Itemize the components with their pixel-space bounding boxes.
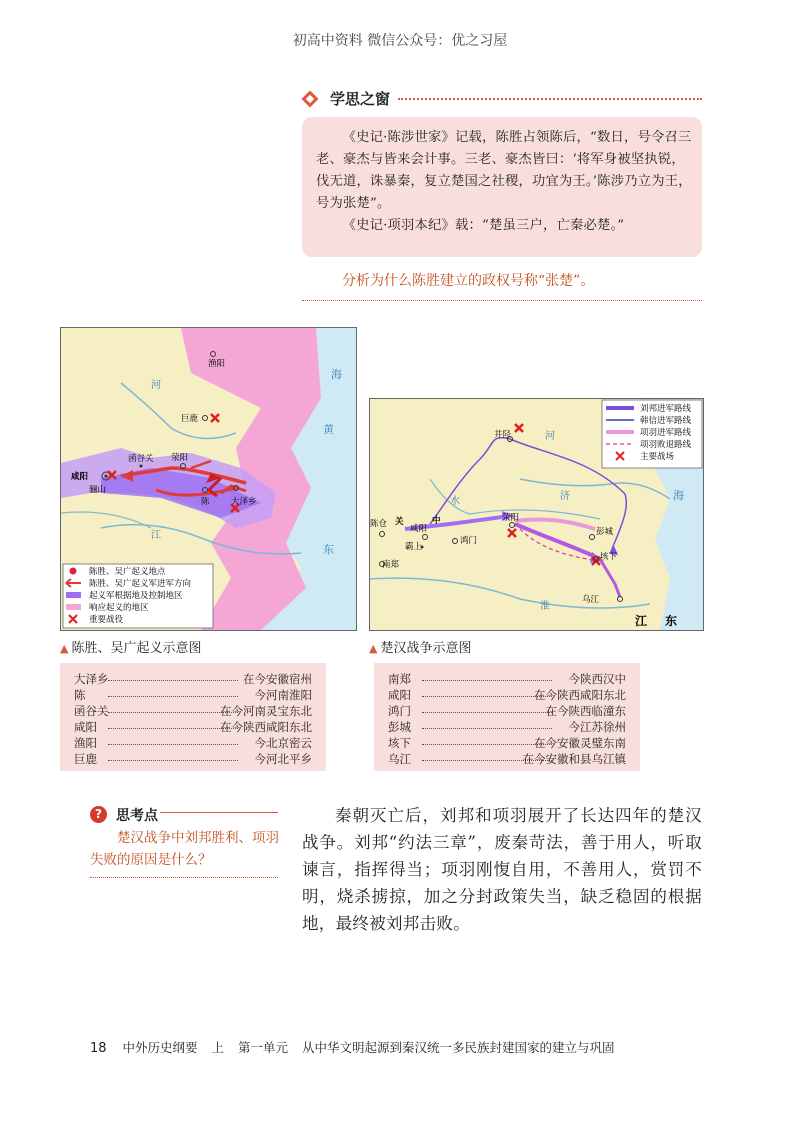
map2-label-he: 河: [545, 431, 555, 442]
map1-legend-2: 起义军根据地及控制地区: [89, 591, 183, 601]
map1-label-julu: 巨鹿: [181, 414, 199, 424]
map2-label-shui: 水: [450, 496, 460, 507]
sidebar-title: 学思之窗: [330, 90, 391, 108]
place-row: 乌江 在今安徽和县乌江镇: [388, 752, 626, 766]
map1-label-dong: 东: [323, 543, 334, 556]
map1-label-he: 河: [151, 380, 161, 391]
place-row: 巨鹿 今河北平乡: [74, 752, 312, 766]
map2-label-wujiang: 乌江: [582, 595, 600, 605]
map1-legend-1: 陈胜、吴广起义军进军方向: [89, 579, 192, 589]
chensheng-uprising-map: [60, 327, 357, 631]
map2-label-huai: 淮: [540, 601, 550, 612]
place-row: 彭城 今江苏徐州: [388, 720, 626, 734]
triangle-icon: ▲: [369, 642, 378, 655]
map1-label-chen: 陈: [201, 497, 210, 507]
map1-label-yuyang: 渔阳: [208, 359, 226, 369]
place-row: 鸿门 在今陕西临潼东: [388, 704, 626, 718]
sidebar-header: [300, 88, 702, 110]
chu-han-war-map: [369, 398, 704, 631]
page-footer: [90, 1038, 625, 1056]
sidebar-divider: [302, 300, 702, 301]
map2-caption: [369, 637, 471, 656]
map2-legend-3: 项羽败退路线: [640, 440, 692, 450]
triangle-icon: ▲: [60, 642, 69, 655]
map1-caption-text: 陈胜、吴广起义示意图: [71, 641, 202, 656]
think-point-question: 楚汉战争中刘邦胜利、项羽失败的原因是什么？: [90, 830, 279, 868]
map2-legend-1: 韩信进军路线: [640, 416, 692, 426]
book-title: 中外历史纲要: [122, 1040, 198, 1055]
place-row: 陈 今河南淮阳: [74, 688, 312, 702]
map1-label-hai: 海: [331, 368, 342, 381]
map1-place-list: [60, 663, 326, 771]
map2-label-chencang: 陈仓: [370, 519, 388, 529]
sidebar-question: 分析为什么陈胜建立的政权号称“张楚”。: [342, 273, 595, 289]
question-icon: ?: [90, 806, 107, 823]
place-row: 咸阳 在今陕西咸阳东北: [388, 688, 626, 702]
place-row: 咸阳 在今陕西咸阳东北: [74, 720, 312, 734]
map1-legend-3: 响应起义的地区: [89, 603, 149, 613]
place-row: 大泽乡 在今安徽宿州: [74, 672, 312, 686]
map2-label-dong: 东: [665, 614, 678, 628]
map1-label-jiang: 江: [151, 530, 161, 541]
map2-caption-text: 楚汉战争示意图: [380, 641, 472, 656]
map1-label-xingyang: 荥阳: [171, 453, 189, 463]
map2-label-guan: 关: [395, 517, 404, 527]
map2-label-hongmen: 鸿门: [460, 536, 478, 546]
page-number: 18: [90, 1041, 107, 1056]
map1-legend-0: 陈胜、吴广起义地点: [89, 567, 166, 577]
quote-shiji-chensheng: 《史记·陈涉世家》记载，陈胜占领陈后，“数日，号令召三老、豪杰与皆来会计事。三老、豪杰皆曰：‘将军身被坚执锐，伐无道，诛暴秦，复立楚国之社稷，功宜为王。’陈涉乃立为王，号为张楚”。: [316, 130, 692, 211]
map2-label-xingyang: 荥阳: [502, 513, 520, 523]
unit-label: 第一单元: [238, 1040, 289, 1055]
map1-caption: [60, 637, 201, 656]
map1-label-lishan: 骊山: [89, 485, 107, 495]
map2-label-ji: 济: [560, 491, 570, 502]
unit-title: 从中华文明起源到秦汉统一多民族封建国家的建立与巩固: [302, 1040, 615, 1055]
map1-label-hanguguan: 函谷关: [128, 454, 154, 464]
place-row: 南郑 今陕西汉中: [388, 672, 626, 686]
map1-label-huang: 黄: [323, 423, 334, 436]
map2-place-list: [374, 663, 640, 771]
map2-legend-2: 项羽进军路线: [640, 428, 692, 438]
main-paragraph: 秦朝灭亡后，刘邦和项羽展开了长达四年的楚汉战争。刘邦“约法三章”，废秦苛法，善于用人，听取谏言，指挥得当；项羽刚愎自用，不善用人，赏罚不明，烧杀掳掠，加之分封政策失当，缺乏稳固的根据地，最终被刘邦击败。: [302, 806, 702, 933]
watermark: 初高中资料 微信公众号：优之习屋: [292, 33, 508, 49]
quote-box: [302, 117, 702, 257]
map2-label-jiang: 江: [635, 614, 648, 628]
place-row: 垓下 在今安徽灵璧东南: [388, 736, 626, 750]
think-point-header: [90, 805, 160, 825]
map2-legend-4: 主要战场: [640, 452, 675, 462]
think-point-title: 思考点: [116, 808, 158, 824]
map2-label-bashang: 霸上: [405, 542, 423, 552]
map1-legend-4: 重要战役: [89, 615, 124, 625]
diamond-icon: [300, 89, 320, 109]
map2-label-zhong: 中: [432, 516, 441, 526]
place-row: 函谷关 在今河南灵宝东北: [74, 704, 312, 718]
think-point-divider: [90, 877, 278, 878]
map2-label-xianyang: 咸阳: [410, 524, 428, 534]
quote-shiji-xiangyu: 《史记·项羽本纪》载：“楚虽三户，亡秦必楚。”: [342, 218, 625, 233]
sidebar-title-rule: [398, 98, 702, 100]
map1-label-dazexiang: 大泽乡: [231, 497, 257, 507]
map2-label-pengcheng: 彭城: [596, 527, 614, 537]
place-row: 渔阳 今北京密云: [74, 736, 312, 750]
map2-label-gaixia: 垓下: [600, 552, 618, 562]
map2-label-hai: 海: [673, 489, 684, 502]
map2-label-jingxing: 井陉: [494, 430, 512, 440]
map2-legend-0: 刘邦进军路线: [640, 404, 692, 414]
map2-label-nanzheng: 南郑: [382, 560, 400, 570]
map1-label-xianyang: 咸阳: [71, 472, 89, 482]
think-point-rule: [160, 812, 278, 813]
book-volume: 上: [211, 1040, 225, 1055]
